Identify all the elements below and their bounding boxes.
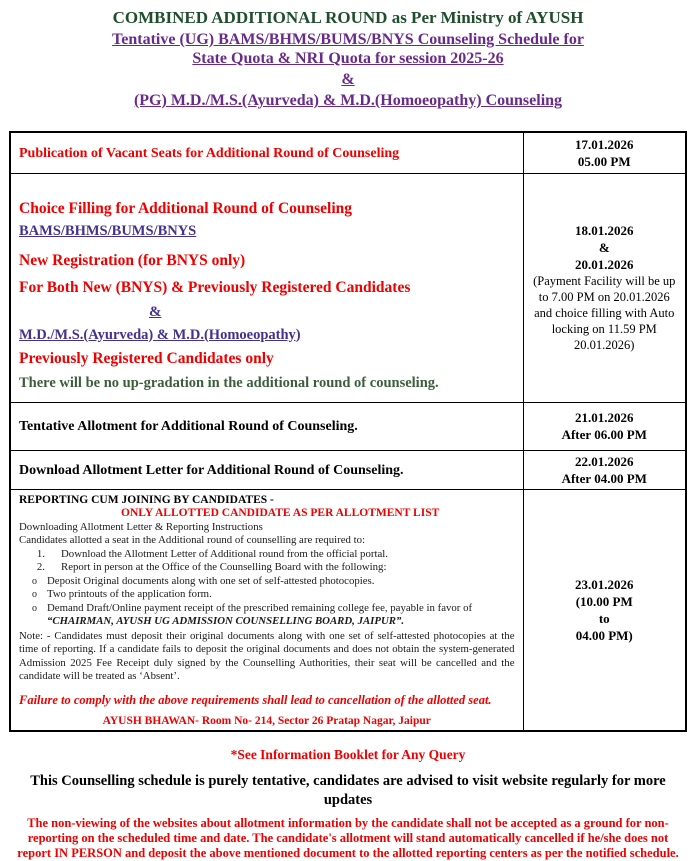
main-title: COMBINED ADDITIONAL ROUND as Per Ministry of AYUSH — [112, 8, 584, 27]
ug-courses-link-text: BAMS/BHMS/BUMS/BNYS — [19, 222, 197, 239]
event-text: Tentative Allotment for Additional Round of Counseling. — [19, 419, 358, 434]
new-registration-text: New Registration (for BNYS only) — [19, 251, 246, 269]
bullet-item-text: Deposit Original documents along with one set of self-attested photocopies. — [47, 574, 375, 587]
failure-warning: Failure to comply with the above requirements shall lead to cancellation of the allotted seat. — [19, 692, 492, 707]
payment-facility-note: (Payment Facility will be up to 7.00 PM on 20.01.2026 and choice filling with Auto locking on 11.59 PM 20.01.2026) — [533, 274, 676, 352]
bullet-item-1 — [19, 575, 515, 589]
choice-filling-title: Choice Filling for Additional Round of Counseling — [19, 199, 353, 217]
subtitle-line-1: Tentative (UG) BAMS/BHMS/BUMS/BNYS Counseling Schedule for — [112, 31, 584, 48]
instructions-intro-2: Candidates allotted a seat in the Additional round of counselling are required to: — [19, 534, 366, 546]
bullet-marker: o — [32, 575, 37, 587]
date-cell-choice-filling — [523, 173, 686, 402]
document-header — [0, 0, 696, 110]
table-row-reporting — [10, 489, 686, 731]
bullet-item-3 — [19, 602, 515, 629]
numbered-item-1 — [19, 548, 515, 562]
schedule-table — [9, 131, 687, 732]
bullet-marker: o — [32, 602, 37, 614]
event-cell-choice-filling — [10, 173, 523, 402]
allotted-only-subheading: ONLY ALLOTTED CANDIDATE AS PER ALLOTMENT LIST — [121, 507, 440, 519]
list-item-text: Download the Allotment Letter of Additional round from the official portal. — [61, 547, 388, 560]
table-row-choice-filling — [10, 173, 686, 402]
subtitle-line-2: State Quota & NRI Quota for session 2025-26 — [192, 50, 504, 67]
list-number: 1. — [36, 547, 45, 560]
bullet-item-lead: Demand Draft/Online payment receipt of the prescribed remaining college fee, payable in favor of — [47, 601, 473, 614]
date-cell-tentative-allotment — [523, 402, 686, 450]
date-line: 21.01.2026 — [575, 410, 634, 425]
event-text: Publication of Vacant Seats for Additional Round of Counseling — [19, 145, 400, 161]
bullet-item-text — [37, 602, 515, 629]
time-line: After 04.00 PM — [561, 470, 647, 486]
instructions-intro-1: Downloading Allotment Letter & Reporting Instructions — [19, 520, 263, 533]
payee-name-quote: “CHAIRMAN, AYUSH UG ADMISSION COUNSELLING BOARD, JAIPUR”. — [47, 615, 405, 627]
tentative-schedule-note: This Counselling schedule is purely tentative, candidates are advised to visit website regularly for more updates — [30, 773, 666, 808]
reporting-address: AYUSH BHAWAN- Room No- 214, Sector 26 Pratap Nagar, Jaipur — [102, 714, 431, 727]
time-to-line: to — [598, 610, 610, 626]
bullet-item-2 — [19, 588, 515, 602]
reporting-heading: REPORTING CUM JOINING BY CANDIDATES - — [19, 493, 274, 506]
bullet-item-text: Two printouts of the application form. — [47, 588, 212, 600]
table-row-publication — [10, 132, 686, 173]
date-cell-reporting — [523, 489, 686, 731]
pg-courses-link-text: M.D./M.S.(Ayurveda) & M.D.(Homoeopathy) — [19, 326, 301, 343]
subtitle-line-3: (PG) M.D./M.S.(Ayurveda) & M.D.(Homoeopathy) Counseling — [133, 92, 563, 109]
table-row-download-letter — [10, 450, 686, 489]
date-line: 23.01.2026 — [575, 576, 634, 592]
event-cell-download-letter — [10, 450, 523, 489]
bullet-marker: o — [32, 589, 37, 600]
both-new-registered-text: For Both New (BNYS) & Previously Registered Candidates — [19, 278, 411, 296]
no-upgradation-note: There will be no up-gradation in the additional round of counseling. — [19, 374, 439, 391]
list-item-text: Report in person at the Office of the Counselling Board with the following: — [61, 561, 387, 573]
information-booklet-note: *See Information Booklet for Any Query — [230, 747, 466, 762]
numbered-item-2 — [19, 561, 515, 575]
date-cell-publication — [523, 132, 686, 173]
date-line: 17.01.2026 — [575, 136, 634, 152]
date-line: 20.01.2026 — [575, 257, 634, 272]
document-footer — [0, 747, 696, 861]
non-viewing-warning: The non-viewing of the websites about allotment information by the candidate shall not be accepted as a ground for non-reporting on the scheduled time and date. The candidate's allotment will stand automatically cancelled if he/she does not report IN PERSON and deposit the above mentioned document to the allotted reporting centers as per the notified schedule. — [17, 816, 679, 860]
time-end-line: 04.00 PM) — [575, 627, 633, 643]
event-cell-tentative-allotment — [10, 402, 523, 450]
event-cell-reporting — [10, 489, 523, 731]
list-number: 2. — [36, 561, 45, 573]
date-cell-download-letter — [523, 450, 686, 489]
time-line: After 06.00 PM — [561, 427, 647, 442]
table-row-tentative-allotment — [10, 402, 686, 450]
time-line: 05.00 PM — [577, 153, 631, 169]
event-text: Download Allotment Letter for Additional Round of Counseling. — [19, 462, 404, 478]
ampersand-text: & — [598, 240, 610, 255]
deposit-note: Note: - Candidates must deposit their original documents along with one set of self-attested photocopies at the time of reporting. If a candidate fails to deposit the original documents and does not obtain the system-generated Admission 2025 Fee Receipt duly signed by the Counselling Authorities, their seat will be cancelled and the candidate will be treated as ‘Absent’. — [19, 629, 515, 682]
event-cell-publication — [10, 132, 523, 173]
time-start-line: (10.00 PM — [575, 593, 633, 609]
date-line: 18.01.2026 — [575, 223, 634, 238]
subtitle-ampersand: & — [341, 71, 355, 88]
ampersand-text: & — [149, 303, 162, 320]
previously-registered-text: Previously Registered Candidates only — [19, 349, 274, 367]
date-line: 22.01.2026 — [575, 453, 634, 469]
